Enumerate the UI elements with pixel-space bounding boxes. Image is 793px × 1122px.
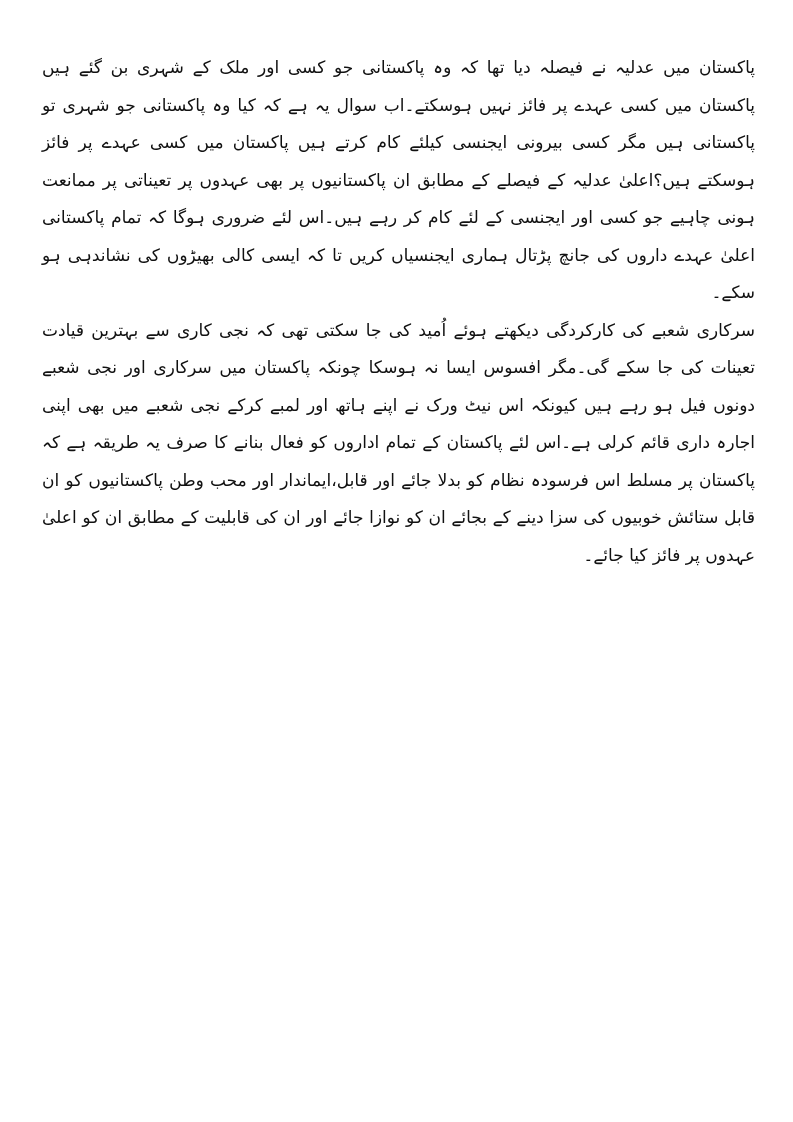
- paragraph-1: پاکستان میں عدلیہ نے فیصلہ دیا تھا کہ وہ پاکستانی جو کسی اور ملک کے شہری بن گئے ہیں پاکستان میں کسی عہدے پر فائز نہیں ہوسکتے۔اب سوال یہ ہے کہ کیا وہ پاکستانی جو شہری تو پاکستانی ہیں مگر کسی بیرونی ایجنسی کیلئے کام کرتے ہیں پاکستان میں کسی عہدے پر فائز ہوسکتے ہیں؟اعلیٰ عدلیہ کے فیصلے کے مطابق ان پاکستانیوں پر بھی عہدوں پر تعیناتی پر ممانعت ہونی چاہیے جو کسی اور ایجنسی کے لئے کام کر رہے ہیں۔اس لئے ضروری ہوگا کہ تمام پاکستانی اعلیٰ عہدے داروں کی جانچ پڑتال ہماری ایجنسیاں کریں تا کہ ایسی کالی بھیڑوں کی نشاندہی ہو سکے۔: [42, 58, 755, 303]
- document-page: [42, 50, 755, 575]
- paragraph-2: سرکاری شعبے کی کارکردگی دیکھتے ہوئے اُمید کی جا سکتی تھی کہ نجی کاری سے بہترین قیادت تعینات کی جا سکے گی۔مگر افسوس ایسا نہ ہوسکا چونکہ پاکستان میں سرکاری اور نجی شعبے دونوں فیل ہو رہے ہیں کیونکہ اس نیٹ ورک نے اپنے ہاتھ اور لمبے کرکے نجی شعبے میں بھی اپنی اجارہ داری قائم کرلی ہے۔اس لئے پاکستان کے تمام اداروں کو فعال بنانے کا صرف یہ طریقہ ہے کہ پاکستان پر مسلط اس فرسودہ نظام کو بدلا جائے اور قابل،ایماندار اور محب وطن پاکستانیوں کو ان قابل ستائش خوبیوں کی سزا دینے کے بجائے ان کو نوازا جائے اور ان کی قابلیت کے مطابق ان کو اعلیٰ عہدوں پر فائز کیا جائے۔: [42, 320, 755, 566]
